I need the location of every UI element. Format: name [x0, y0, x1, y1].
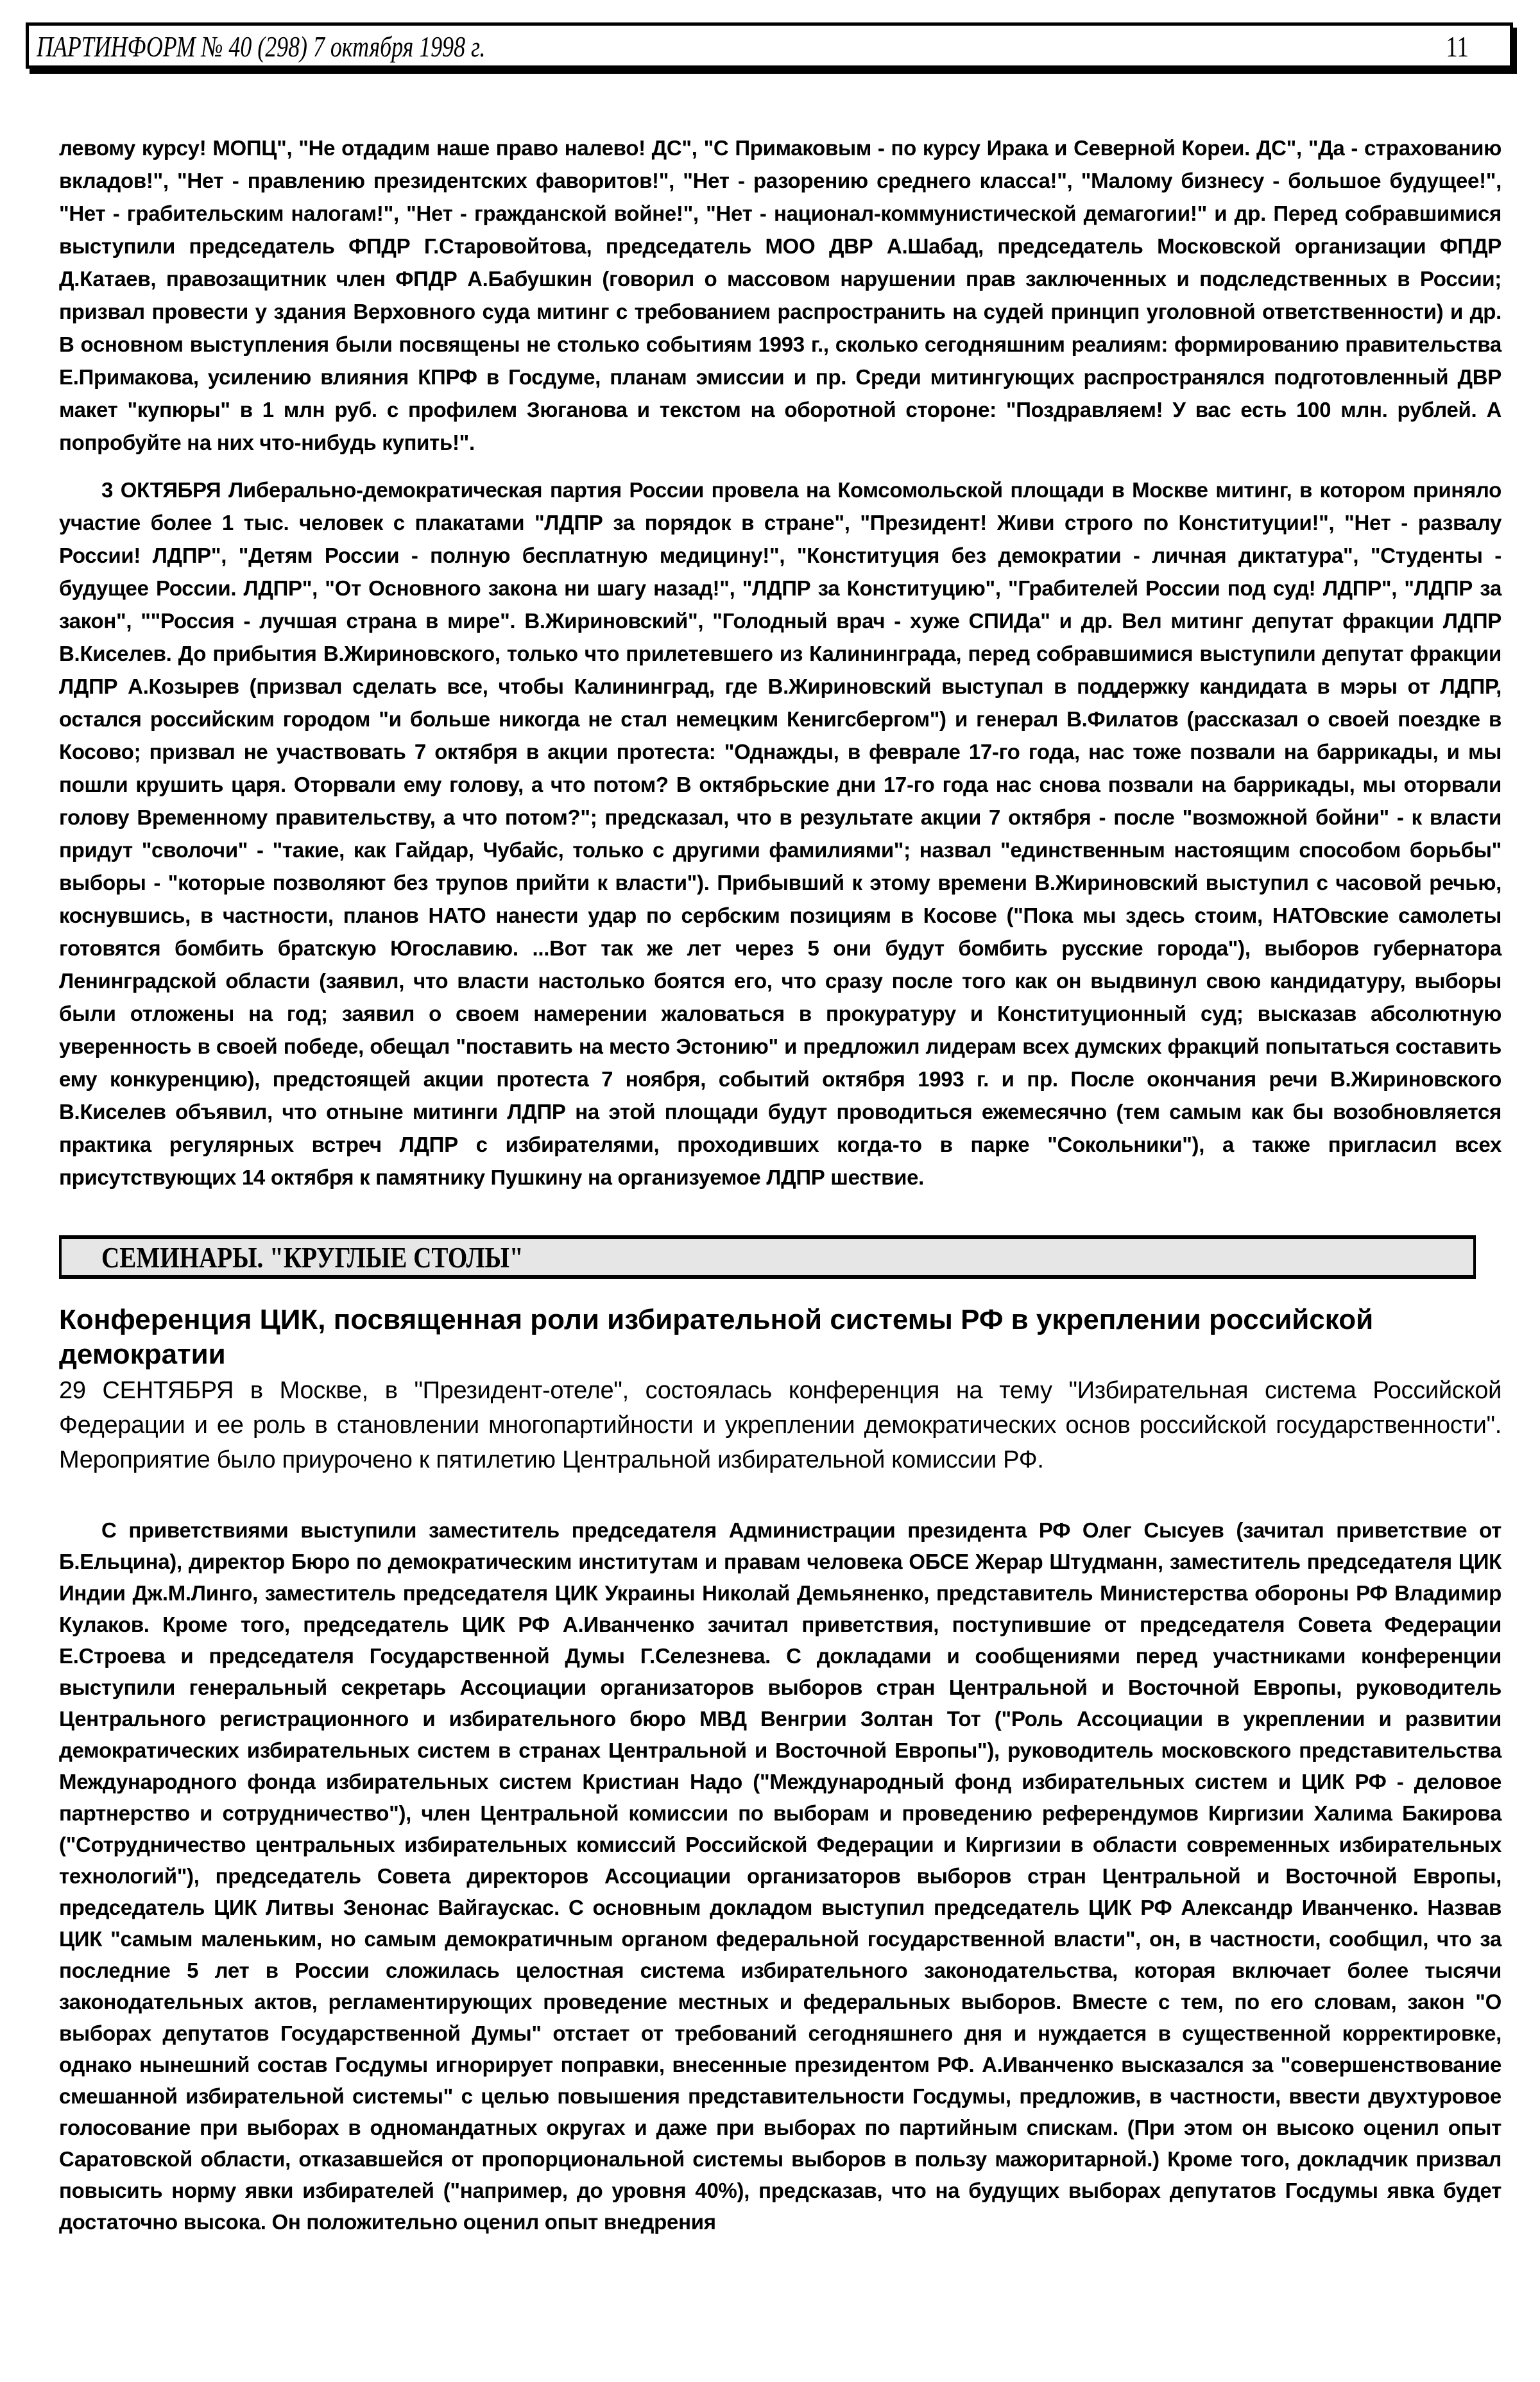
paragraph-conference-speakers: С приветствиями выступили заместитель председателя Администрации президента РФ Олег Сысуев (зачитал приветствие от Б.Ельцина), директор Бюро по демократическим институтам и правам человека ОБСЕ Жерар Штудманн, заместитель председателя ЦИК Индии Дж.М.Линго, заместитель председателя ЦИК Украины Николай Демьяненко, представитель Министерства обороны РФ Владимир Кулаков. Кроме того, председатель ЦИК РФ А.Иванченко зачитал приветствия, поступившие от председателя Совета Федерации Е.Строева и председателя Государственной Думы Г.Селезнева. С докладами и сообщениями перед участниками конференции выступили генеральный секретарь Ассоциации организаторов выборов стран Центральной и Восточной Европы, руководитель Центрального регистрационного и избирательного бюро МВД Венгрии Золтан Тот ("Роль Ассоциации в укреплении и развитии демократических избирательных систем в странах Центральной и Восточной Европы"), руководитель московского представительства Международного фонда избирательных систем Кристиан Надо ("Международный фонд избирательных систем и ЦИК РФ - деловое партнерство и сотрудничество"), член Центральной комиссии по выборам и проведению референдумов Киргизии Халима Бакирова ("Сотрудничество центральных избирательных комиссий Российской Федерации и Киргизии в области современных избирательных технологий"), председатель Совета директоров Ассоциации организаторов выборов стран Центральной и Восточной Европы, председатель ЦИК Литвы Зенонас Вайгаускас. С основным докладом выступил председатель ЦИК РФ Александр Иванченко. Назвав ЦИК "самым маленьким, но самым демократичным органом федеральной государственной власти", он, в частности, сообщил, что за последние 5 лет в России сложилась целостная система избирательного законодательства, которая включает более тысячи законодательных актов, регламентирующих проведение местных и федеральных выборов. Вместе с тем, по его словам, закон "О выборах депутатов Государственной Думы" отстает от требований сегодняшнего дня и нуждается в существенной корректировке, однако нынешний состав Госдумы игнорирует поправки, внесенные президентом РФ. А.Иванченко высказался за "совершенствование смешанной избирательной системы" с целью повышения представительности Госдумы, предложив, в частности, ввести двухтуровое голосование при выборах в одномандатных округах и даже при выборах по партийным спискам. (При этом он высоко оценил опыт Саратовской области, отказавшейся от пропорциональной системы выборов в пользу мажоритарной.) Кроме того, докладчик призвал повысить норму явки избирателей ("например, до уровня 40%), предсказав, что на будущих выборах депутатов Госдумы явка будет достаточно высока. Он положительно оценил опыт внедрения [59, 1518, 1502, 2234]
publication-title: ПАРТИНФОРМ № 40 (298) 7 октября 1998 г. [37, 30, 486, 63]
paragraph-ldpr-rally: 3 ОКТЯБРЯ Либерально-демократическая партия России провела на Комсомольской площади в Москве митинг, в котором приняло участие более 1 тыс. человек с плакатами "ЛДПР за порядок в стране", "Президент! Живи строго по Конституции!", "Нет - развалу России! ЛДПР", "Детям России - полную бесплатную медицину!", "Конституция без демократии - личная диктатура", "Студенты - будущее России. ЛДПР", "От Основного закона ни шагу назад!", "ЛДПР за Конституцию", "Грабителей России под суд! ЛДПР", "ЛДПР за закон", ""Россия - лучшая страна в мире". В.Жириновский", "Голодный врач - хуже СПИДа" и др. Вел митинг депутат фракции ЛДПР В.Киселев. До прибытия В.Жириновского, только что прилетевшего из Калининграда, перед собравшимися выступили депутат фракции ЛДПР А.Козырев (призвал сделать все, чтобы Калининград, где В.Жириновский выступал в поддержку кандидата в мэры от ЛДПР, остался российским городом "и больше никогда не стал немецким Кенигсбергом") и генерал В.Филатов (рассказал о своей поездке в Косово; призвал не участвовать 7 октября в акции протеста: "Однажды, в феврале 17-го года, нас тоже позвали на баррикады, и мы пошли крушить царя. Оторвали ему голову, а что потом? В октябрьские дни 17-го года нас снова позвали на баррикады, мы оторвали голову Временному правительству, а что потом?"; предсказал, что в результате акции 7 октября - после "возможной бойни" - к власти придут "сволочи" - "такие, как Гайдар, Чубайс, только с другими фамилиями"; назвал "единственным настоящим способом борьбы" выборы - "которые позволяют без трупов прийти к власти"). Прибывший к этому времени В.Жириновский выступил с часовой речью, коснувшись, в частности, планов НАТО нанести удар по сербским позициям в Косове ("Пока мы здесь стоим, НАТОвские самолеты готовятся бомбить братскую Югославию. ...Вот так же лет через 5 они будут бомбить русские города"), выборов губернатора Ленинградской области (заявил, что власти настолько боятся его, что сразу после того как он выдвинул свою кандидатуру, выборы были отложены на год; заявил о своем намерении жаловаться в прокуратуру и Конституционный суд; высказав абсолютную уверенность в своей победе, обещал "поставить на место Эстонию" и предложил лидерам всех думских фракций попытаться составить ему конкуренцию), предстоящей акции протеста 7 ноября, событий октября 1993 г. и пр. После окончания речи В.Жириновского В.Киселев объявил, что отныне митинги ЛДПР на этой площади будут проводиться ежемесячно (тем самым как бы возобновляется практика регулярных встреч ЛДПР с избирателями, проходивших когда-то в парке "Сокольники"), а также пригласил всех присутствующих 14 октября к памятнику Пушкину на организуемое ЛДПР шествие. [59, 478, 1502, 1189]
section-title: СЕМИНАРЫ. "КРУГЛЫЕ СТОЛЫ" [101, 1241, 524, 1274]
paragraph-conference-intro: 29 СЕНТЯБРЯ в Москве, в "Президент-отеле", состоялась конференция на тему "Избирательная система Российской Федерации и ее роль в становлении многопартийности и укреплении демократических основ российской государственности". Мероприятие было приурочено к пятилетию Центральной избирательной комиссии РФ. [59, 1377, 1502, 1473]
page-header [26, 22, 1513, 69]
section-header [59, 1235, 1476, 1279]
page-number: 11 [1446, 30, 1469, 63]
paragraph-rally-continued: левому курсу! МОПЦ", "Не отдадим наше право налево! ДС", "С Примаковым - по курсу Ирака и Северной Кореи. ДС", "Да - страхованию вкладов!", "Нет - правлению президентских фаворитов!", "Нет - разорению среднего класса!", "Малому бизнесу - большое будущее!", "Нет - грабительским налогам!", "Нет - гражданской войне!", "Нет - национал-коммунистической демагогии!" и др. Перед собравшимися выступили председатель ФПДР Г.Старовойтова, председатель МОО ДВР А.Шабад, председатель Московской организации ФПДР Д.Катаев, правозащитник член ФПДР А.Бабушкин (говорил о массовом нарушении прав заключенных и подследственных в России; призвал провести у здания Верховного суда митинг с требованием распространить на судей принцип уголовной ответственности) и др. В основном выступления были посвящены не столько событиям 1993 г., сколько сегодняшним реалиям: формированию правительства Е.Примакова, усилению влияния КПРФ в Госдуме, планам эмиссии и пр. Среди митингующих распространялся подготовленный ДВР макет "купюры" в 1 млн руб. с профилем Зюганова и текстом на оборотной стороне: "Поздравляем! У вас есть 100 млн. рублей. А попробуйте на них что-нибудь купить!". [59, 136, 1502, 454]
article-headline: Конференция ЦИК, посвященная роли избирательной системы РФ в укреплении российской демократии [59, 1304, 1374, 1370]
